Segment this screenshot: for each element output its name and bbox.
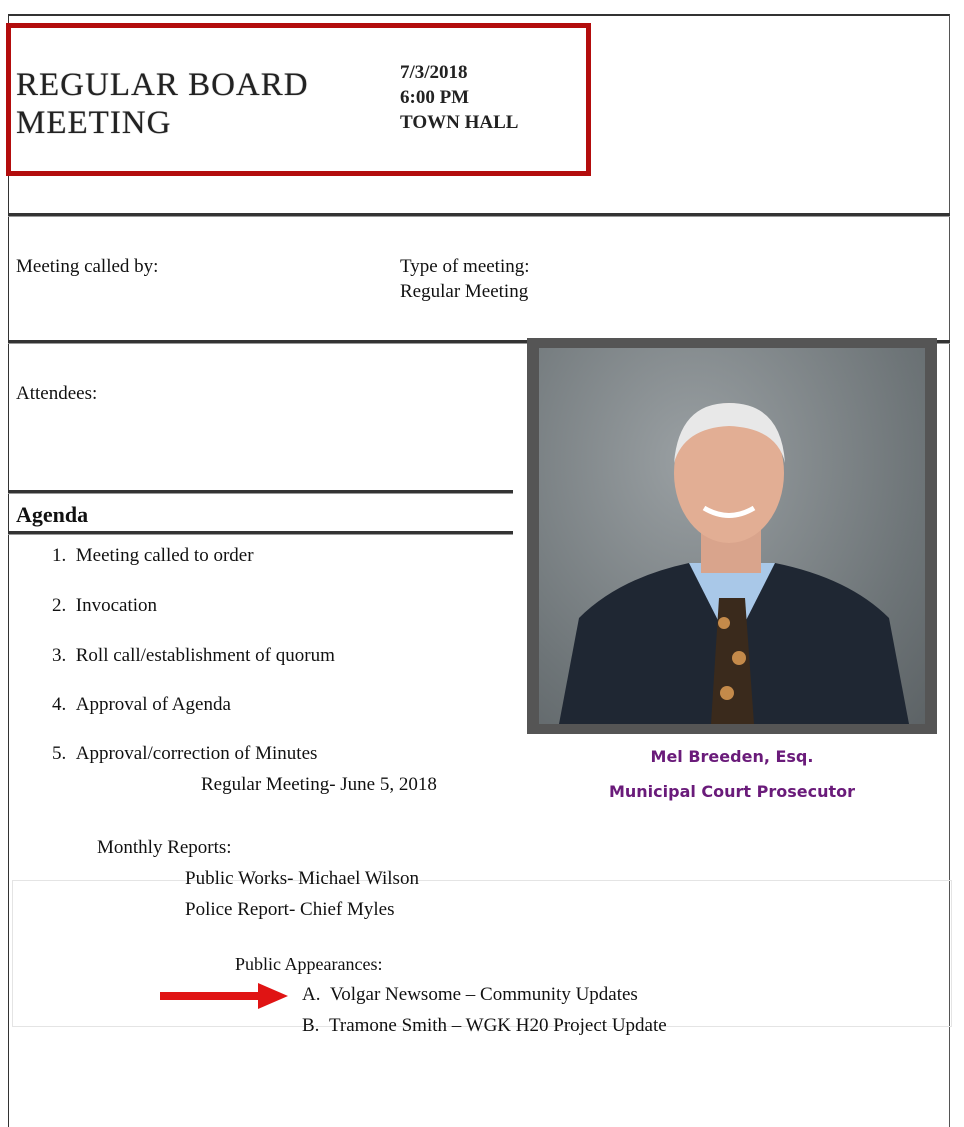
divider (8, 490, 513, 494)
portrait-photo (527, 338, 937, 734)
agenda-item-text: Approval/correction of Minutes (75, 743, 318, 764)
title-line: MEETING (16, 105, 172, 141)
photo-name: Mel Breeden, Esq. (650, 747, 814, 766)
agenda-item-text: Invocation (75, 595, 158, 616)
type-label: Type of meeting: (400, 256, 530, 277)
meeting-location: TOWN HALL (400, 112, 519, 133)
title-line: REGULAR BOARD (16, 67, 309, 103)
type-value: Regular Meeting (400, 281, 529, 302)
agenda-item: 4. Approval of Agenda (52, 694, 231, 715)
appearance-item (302, 984, 638, 1006)
appearance-text: Tramone Smith – WGK H20 Project Update (328, 1015, 667, 1036)
agenda-item: 3. Roll call/establishment of quorum (52, 645, 335, 666)
agenda-item: 2. Invocation (52, 595, 158, 616)
report-item: Police Report- Chief Myles (185, 899, 395, 920)
appearance-item (302, 1015, 667, 1037)
person-portrait-image (539, 348, 925, 724)
called-by-label: Meeting called by: (16, 256, 159, 277)
divider (8, 531, 513, 535)
photo-title: Municipal Court Prosecutor (608, 782, 856, 801)
report-item: Public Works- Michael Wilson (185, 868, 419, 889)
agenda-item: 1. Meeting called to order (52, 545, 254, 566)
appearance-letter: A. (302, 984, 321, 1005)
appearance-letter: B. (302, 1015, 320, 1036)
agenda-item-text: Approval of Agenda (75, 694, 231, 715)
meeting-time: 6:00 PM (400, 87, 470, 108)
highlight-box (6, 23, 591, 176)
minutes-subitem: Regular Meeting- June 5, 2018 (201, 774, 437, 795)
red-arrow-icon (160, 982, 290, 1010)
agenda-heading: Agenda (16, 502, 89, 527)
agenda-item-text: Meeting called to order (75, 545, 254, 566)
divider (8, 213, 950, 217)
appearances-label: Public Appearances: (235, 954, 383, 974)
reports-label: Monthly Reports: (97, 837, 232, 858)
agenda-item: 5. Approval/correction of Minutes (52, 743, 318, 764)
appearance-text: Volgar Newsome – Community Updates (329, 984, 638, 1005)
agenda-item-text: Roll call/establishment of quorum (75, 645, 335, 666)
attendees-label: Attendees: (16, 383, 98, 404)
meeting-date: 7/3/2018 (400, 62, 468, 83)
